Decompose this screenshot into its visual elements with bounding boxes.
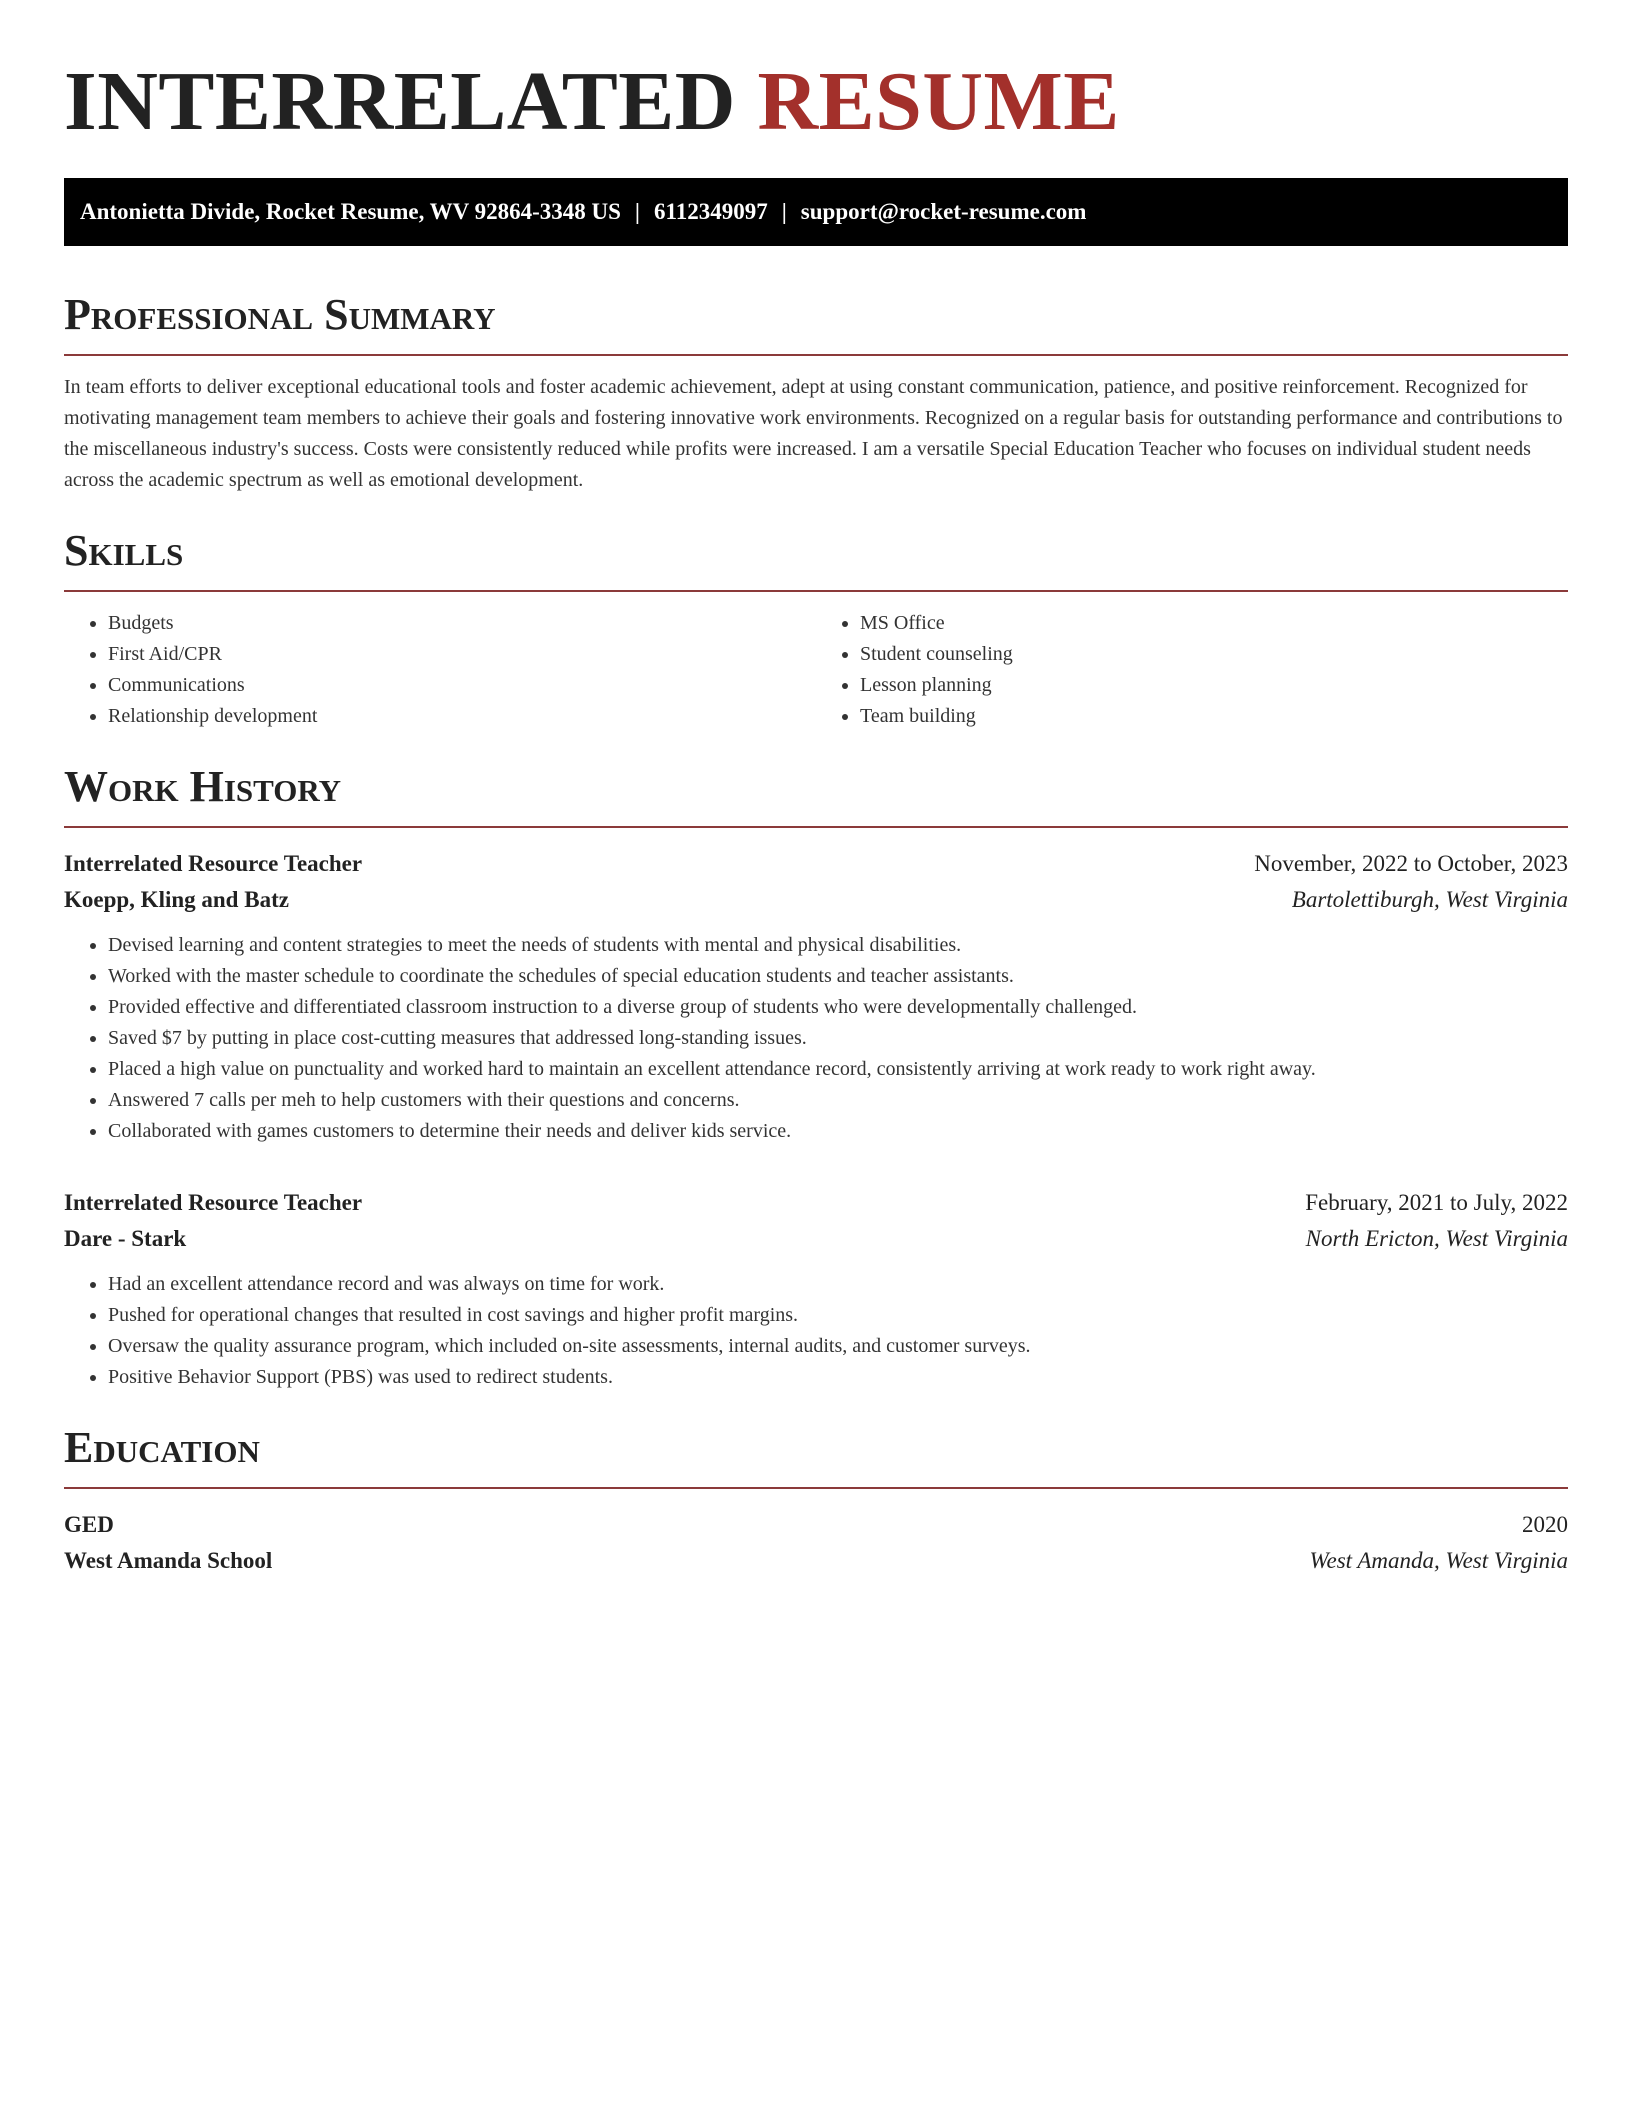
job-dates: February, 2021 to July, 2022	[1305, 1190, 1568, 1215]
job-bullet: • Devised learning and content strategies to meet the needs of students with mental and physical disabilities.	[108, 930, 1568, 961]
skill-item: • First Aid/CPR	[108, 639, 816, 670]
education-degree: GED	[64, 1512, 114, 1537]
job-dates: November, 2022 to October, 2023	[1254, 851, 1568, 876]
job-bullet: • Collaborated with games customers to determine their needs and deliver kids service.	[108, 1116, 1568, 1147]
skill-item: • Communications	[108, 670, 816, 701]
skill-item: • Budgets	[108, 608, 816, 639]
education-heading: Education	[64, 1423, 1568, 1489]
job-location: North Ericton, West Virginia	[1305, 1226, 1568, 1251]
title-main: INTERRELATED	[64, 55, 736, 148]
job-entry	[64, 846, 1568, 1147]
job-bullet: • Pushed for operational changes that resulted in cost savings and higher profit margins.	[108, 1300, 1568, 1331]
education-entry	[64, 1507, 1568, 1579]
work-heading: Work History	[64, 762, 1568, 828]
job-company: Koepp, Kling and Batz	[64, 887, 289, 912]
job-bullet: • Saved $7 by putting in place cost-cutting measures that addressed long-standing issues.	[108, 1023, 1568, 1054]
job-company: Dare - Stark	[64, 1226, 187, 1251]
job-bullet: • Had an excellent attendance record and was always on time for work.	[108, 1269, 1568, 1300]
job-company-row	[64, 1221, 1568, 1257]
job-company-row	[64, 882, 1568, 918]
summary-text: In team efforts to deliver exceptional educational tools and foster academic achievement, adept at using constant communication, patience, and positive reinforcement. Recognized for motivating management team members to achieve their goals and fostering innovative work environments. Recognized on a regular basis for outstanding performance and contributions to the miscellaneous industry's success. Costs were consistently reduced while profits were increased. I am a versatile Special Education Teacher who focuses on individual student needs across the academic spectrum as well as emotional development.	[64, 376, 1563, 491]
job-title: Interrelated Resource Teacher	[64, 851, 363, 876]
skill-item: • Relationship development	[108, 701, 816, 732]
job-entry	[64, 1185, 1568, 1393]
job-bullets	[64, 930, 1568, 1147]
title-accent: RESUME	[757, 55, 1120, 148]
skills-list-left	[64, 608, 816, 732]
skill-item: • Student counseling	[860, 639, 1568, 670]
job-header-row	[64, 1185, 1568, 1221]
job-bullet: • Provided effective and differentiated classroom instruction to a diverse group of students who were developmentally challenged.	[108, 992, 1568, 1023]
contact-address: Antonietta Divide, Rocket Resume, WV 92864-3348 US	[80, 199, 621, 224]
education-location: West Amanda, West Virginia	[1309, 1548, 1568, 1573]
work-section	[64, 762, 1568, 1393]
job-bullet: • Answered 7 calls per meh to help customers with their questions and concerns.	[108, 1085, 1568, 1116]
job-bullet: • Positive Behavior Support (PBS) was used to redirect students.	[108, 1362, 1568, 1393]
summary-heading: Professional Summary	[64, 290, 1568, 356]
education-year: 2020	[1522, 1512, 1568, 1537]
job-bullets	[64, 1269, 1568, 1393]
contact-separator: |	[634, 199, 640, 224]
contact-phone: 6112349097	[653, 199, 768, 224]
job-title: Interrelated Resource Teacher	[64, 1190, 363, 1215]
resume-title	[64, 56, 1568, 148]
job-location: Bartolettiburgh, West Virginia	[1291, 887, 1568, 912]
skills-section	[64, 526, 1568, 732]
education-school-row	[64, 1543, 1568, 1579]
contact-email: support@rocket-resume.com	[800, 199, 1087, 224]
contact-bar	[64, 178, 1568, 246]
skills-list-right	[816, 608, 1568, 732]
job-bullet: • Oversaw the quality assurance program, which included on-site assessments, internal audits, and customer surveys.	[108, 1331, 1568, 1362]
education-degree-row	[64, 1507, 1568, 1543]
job-bullet: • Placed a high value on punctuality and worked hard to maintain an excellent attendance record, consistently arriving at work ready to work right away.	[108, 1054, 1568, 1085]
contact-separator: |	[781, 199, 787, 224]
skills-columns	[64, 608, 1568, 732]
summary-section	[64, 290, 1568, 496]
job-bullet: • Worked with the master schedule to coordinate the schedules of special education students and teacher assistants.	[108, 961, 1568, 992]
skill-item: • MS Office	[860, 608, 1568, 639]
job-header-row	[64, 846, 1568, 882]
education-school: West Amanda School	[64, 1548, 273, 1573]
skill-item: • Team building	[860, 701, 1568, 732]
skills-heading: Skills	[64, 526, 1568, 592]
skill-item: • Lesson planning	[860, 670, 1568, 701]
education-section	[64, 1423, 1568, 1579]
